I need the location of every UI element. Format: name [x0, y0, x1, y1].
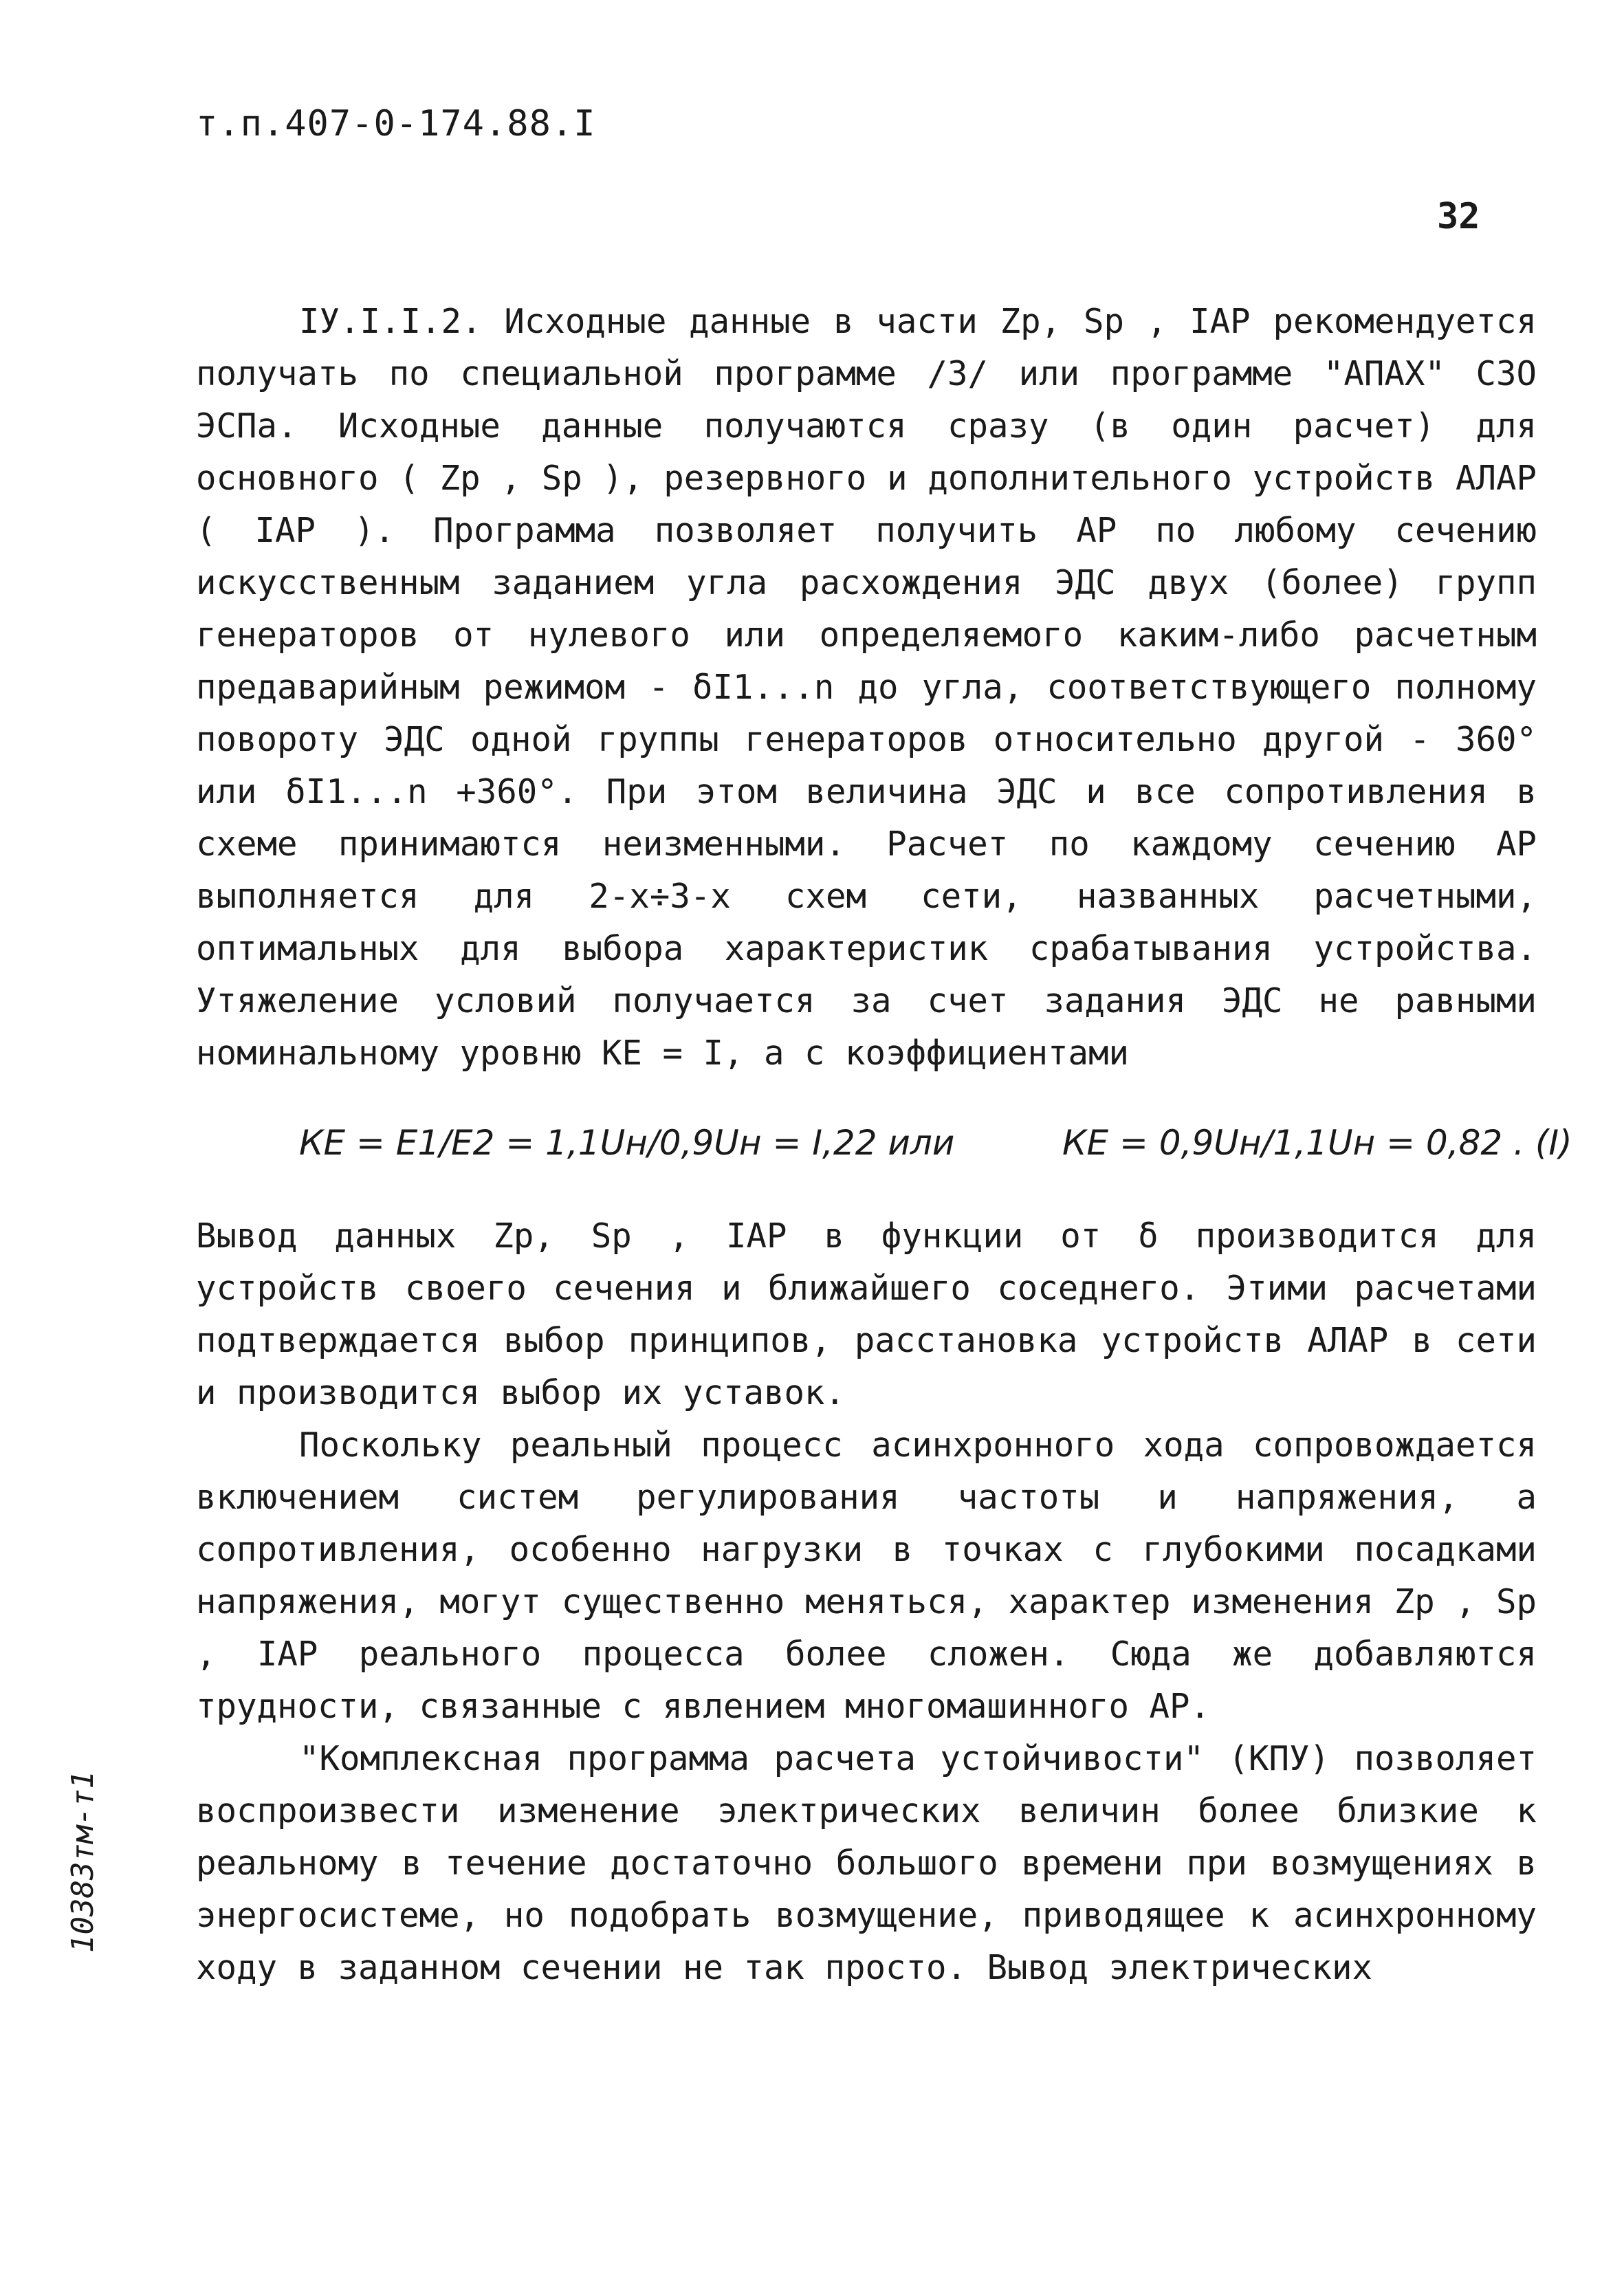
paragraph-3: Поскольку реальный процесс асинхронного хода сопровождается включением систем регулирования частоты и напряжения, а сопротивления, особенно нагрузки в точках с глубокими посадками напряжения, могут существенно меняться, характер изменения Zр , Sр , IАР реального процесса более сложен. Сюда же добавляются трудности, связанные с явлением многомашинного АР. — [196, 1425, 1537, 1726]
formula-left: КЕ = Е1/Е2 = 1,1Uн/0,9Uн = I,22 или — [299, 1123, 955, 1163]
document-body — [196, 296, 1572, 1994]
formula-1 — [196, 1089, 1572, 1199]
paragraph-1: IУ.I.I.2. Исходные данные в части Zр, Sр , IАР рекомендуется получать по специальной программе /3/ или программе "АПАХ" СЗО ЭСПа. Исходные данные получаются сразу (в один расчет) для основного ( Zр , Sр ), резервного и дополнительного устройств АЛАР ( IАР ). Программа позволяет получить АР по любому сечению искусственным заданием угла расхождения ЭДС двух (более) групп генераторов от нулевого или определяемого каким-либо расчетным предаварийным режимом - δI1...n до угла, соответствующего полному повороту ЭДС одной группы генераторов относительно другой - 360° или δI1...n +360°. При этом величина ЭДС и все сопротивления в схеме принимаются неизменными. Расчет по каждому сечению АР выполняется для 2-х÷3-х схем сети, названных расчетными, оптимальных для выбора характеристик срабатывания устройства. Утяжеление условий получается за счет задания ЭДС не равными номинальному уровню КЕ = I, а с коэффициентами — [196, 302, 1537, 1073]
paragraph-2: Вывод данных Zр, Sр , IАР в функции от δ производится для устройств своего сечения и ближайшего соседнего. Этими расчетами подтверждается выбор принципов, расстановка устройств АЛАР в сети и производится выбор их уставок. — [196, 1216, 1537, 1412]
document-id: т.п.407-0-174.88.I — [196, 103, 596, 144]
formula-right: КЕ = 0,9Uн/1,1Uн = 0,82 . (I) — [1062, 1123, 1572, 1163]
page-number: 32 — [1437, 196, 1480, 237]
margin-inventory-note: 10383тм-т1 — [65, 1771, 100, 1953]
paragraph-4: "Комплексная программа расчета устойчивости" (КПУ) позволяет воспроизвести изменение электрических величин более близкие к реальному в течение достаточно большого времени при возмущениях в энергосистеме, но подобрать возмущение, приводящее к асинхронному ходу в заданном сечении не так просто. Вывод электрических — [196, 1739, 1537, 1987]
